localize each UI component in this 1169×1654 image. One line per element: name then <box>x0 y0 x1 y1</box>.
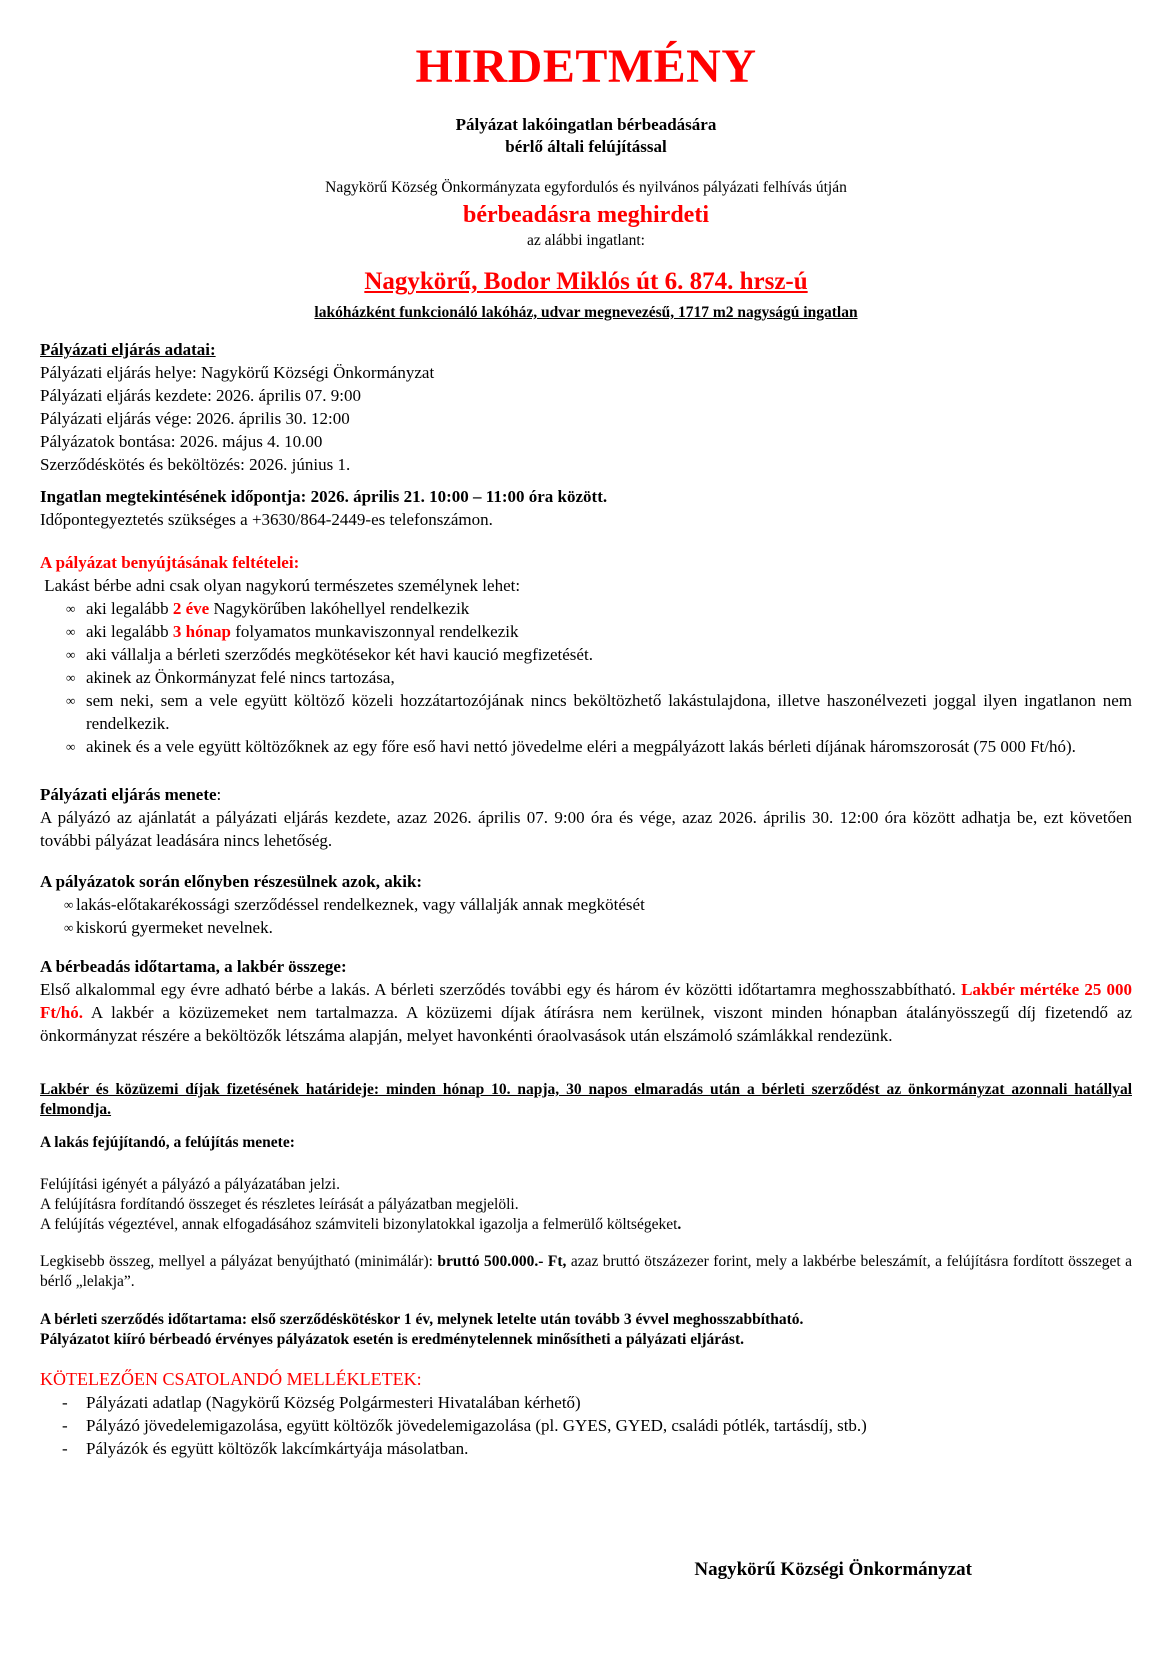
advantage-list <box>40 893 1132 939</box>
contract-validity: Pályázatot kiíró bérbeadó érvényes pályázatok esetén is eredménytelennek minősítheti a pályázati eljárást. <box>40 1331 745 1348</box>
rent-heading: A bérbeadás időtartama, a lakbér összege: <box>40 957 347 976</box>
rent-text: Első alkalommal egy évre adható bérbe a lakás. A bérleti szerződés további egy és három év közötti időtartamra meghosszabbítható. Lakbér mértéke 25 000 Ft/hó. A lakbér a közüzemeket nem tartalmazza. A közüzemi díjak átírásra nem kerülnek, viszont minden hónapban átalányösszegű díj fizetendő az önkormányzat részére a beköltözők létszáma alapján, melyet havonkénti óraolvasások után elszámoló számlákkal rendezünk. <box>40 980 1132 1045</box>
list-item: ∞ aki legalább 3 hónap folyamatos munkaviszonnyal rendelkezik <box>66 622 519 641</box>
announcement-headline: bérbeadásra meghirdeti <box>463 202 709 228</box>
viewing-time: Ingatlan megtekintésének időpontja: 2026. április 21. 10:00 – 11:00 óra között. <box>40 487 608 506</box>
conditions-heading: A pályázat benyújtásának feltételei: <box>40 553 300 572</box>
dash-bullet-icon: - <box>62 1416 68 1435</box>
viewing-appointment: Időpontegyeztetés szükséges a +3630/864-2449-es telefonszámon. <box>40 510 493 529</box>
renovation-line: A felújításra fordítandó összeget és részletes leírását a pályázatban megjelöli. <box>40 1196 519 1213</box>
list-item: ∞ akinek az Önkormányzat felé nincs tartozása, <box>66 668 395 687</box>
employment-months: 3 hónap <box>172 622 231 641</box>
procedure-line: Pályázati eljárás kezdete: 2026. április 07. 9:00 <box>40 386 362 405</box>
document-subtitle <box>40 114 1132 158</box>
advantage-section <box>40 870 1132 939</box>
minimum-price: Legkisebb összeg, mellyel a pályázat benyújtható (minimálár): bruttó 500.000.- Ft, azaz bruttó ötszázezer forint, mely a lakbérbe beleszámít, a felújításra fordított összeget a bérlő „lelakja”. <box>40 1253 1132 1290</box>
contract-section <box>40 1310 1132 1350</box>
property-intro: az alábbi ingatlant: <box>527 232 645 249</box>
document-title: HIRDETMÉNY <box>415 40 757 93</box>
conditions-list <box>40 597 1132 758</box>
procedure-line: Pályázatok bontása: 2026. május 4. 10.00 <box>40 432 323 451</box>
infinity-bullet-icon: ∞ <box>66 670 76 685</box>
list-item: ∞ sem neki, sem a vele együtt költöző közeli hozzátartozójának nincs beköltözhető lakástulajdona, illetve haszonélvezeti joggal ilyen ingatlanon nem rendelkezik. <box>66 691 1132 733</box>
property-description: lakóházként funkcionáló lakóház, udvar megnevezésű, 1717 m2 nagyságú ingatlan <box>314 304 858 321</box>
residence-years: 2 éve <box>172 599 210 618</box>
process-text: A pályázó az ajánlatát a pályázati eljárás kezdete, azaz 2026. április 07. 9:00 óra és vége, azaz 2026. április 30. 12:00 óra között adhatja be, ezt követően további pályázat leadására nincs lehetőség. <box>40 808 1132 850</box>
rent-amount: Lakbér mértéke 25 000 Ft/hó. <box>40 980 1132 1022</box>
list-item: ∞ aki vállalja a bérleti szerződés megkötésekor két havi kaució megfizetését. <box>66 645 593 664</box>
infinity-bullet-icon: ∞ <box>66 601 76 616</box>
procedure-line: Pályázati eljárás helye: Nagykörű Községi Önkormányzat <box>40 363 435 382</box>
viewing-section <box>40 485 1132 531</box>
process-heading: Pályázati eljárás menete <box>40 785 217 804</box>
payment-deadline: Lakbér és közüzemi díjak fizetésének határideje: minden hónap 10. napja, 30 napos elmaradás után a bérleti szerződést az önkormányzat azonnali hatállyal felmondja. <box>40 1081 1132 1118</box>
dash-bullet-icon: - <box>62 1439 68 1458</box>
subtitle-line-1: Pályázat lakóingatlan bérbeadására <box>455 115 717 134</box>
advantage-heading: A pályázatok során előnyben részesülnek azok, akik: <box>40 872 423 891</box>
rent-section <box>40 955 1132 1047</box>
infinity-bullet-icon: ∞ <box>64 920 74 935</box>
signature: Nagykörű Községi Önkormányzat <box>694 1559 972 1580</box>
dash-bullet-icon: - <box>62 1393 68 1412</box>
infinity-bullet-icon: ∞ <box>66 739 76 754</box>
minimum-amount: bruttó 500.000.- Ft, <box>437 1253 567 1270</box>
infinity-bullet-icon: ∞ <box>66 624 76 639</box>
renovation-heading: A lakás fejújítandó, a felújítás menete: <box>40 1134 295 1151</box>
attachments-list <box>40 1391 1132 1460</box>
conditions-section <box>40 551 1132 758</box>
renovation-line: A felújítás végeztével, annak elfogadásához számviteli bizonylatokkal igazolja a felmerülő költségeket. <box>40 1216 682 1233</box>
subtitle-line-2: bérlő általi felújítással <box>505 137 667 156</box>
renovation-line: Felújítási igényét a pályázó a pályázatában jelzi. <box>40 1176 340 1193</box>
list-item: ∞ aki legalább 2 éve Nagykörűben lakóhellyel rendelkezik <box>66 599 470 618</box>
list-item: - Pályázók és együtt költözők lakcímkártyája másolatban. <box>62 1439 469 1458</box>
procedure-line: Szerződéskötés és beköltözés: 2026. június 1. <box>40 455 351 474</box>
procedure-line: Pályázati eljárás vége: 2026. április 30. 12:00 <box>40 409 350 428</box>
conditions-intro: Lakást bérbe adni csak olyan nagykorú természetes személynek lehet: <box>40 576 521 595</box>
infinity-bullet-icon: ∞ <box>64 897 74 912</box>
renovation-section <box>40 1133 1132 1153</box>
announcement-intro: Nagykörű Község Önkormányzata egyfordulós és nyilvános pályázati felhívás útján <box>325 179 847 196</box>
attachments-section <box>40 1368 1132 1460</box>
list-item: ∞ akinek és a vele együtt költözőknek az egy főre eső havi nettó jövedelme eléri a megpályázott lakás bérleti díjának háromszorosát (75 000 Ft/hó). <box>66 737 1076 756</box>
list-item: ∞ lakás-előtakarékossági szerződéssel rendelkeznek, vagy vállalják annak megkötését <box>64 895 645 914</box>
list-item: - Pályázó jövedelemigazolása, együtt költözők jövedelemigazolása (pl. GYES, GYED, családi pótlék, tartásdíj, stb.) <box>62 1416 867 1435</box>
contract-duration: A bérleti szerződés időtartama: első szerződéskötéskor 1 év, melynek letelte után tovább 3 évvel meghosszabbítható. <box>40 1311 804 1328</box>
procedure-section <box>40 338 1132 476</box>
attachments-heading: KÖTELEZŐEN CSATOLANDÓ MELLÉKLETEK: <box>40 1369 422 1389</box>
infinity-bullet-icon: ∞ <box>66 647 76 662</box>
process-section: Pályázati eljárás menete: A pályázó az ajánlatát a pályázati eljárás kezdete, azaz 2026. április 07. 9:00 óra és vége, azaz 2026. április 30. 12:00 óra között adhatja be, ezt követően további pályázat leadására nincs lehetőség. <box>40 785 1132 850</box>
infinity-bullet-icon: ∞ <box>66 693 76 708</box>
procedure-heading: Pályázati eljárás adatai: <box>40 340 216 359</box>
property-address: Nagykörű, Bodor Miklós út 6. 874. hrsz-ú <box>364 268 808 295</box>
list-item: ∞ kiskorú gyermeket nevelnek. <box>64 918 273 937</box>
renovation-lines <box>40 1175 1132 1235</box>
list-item: - Pályázati adatlap (Nagykörű Község Polgármesteri Hivatalában kérhető) <box>62 1393 581 1412</box>
